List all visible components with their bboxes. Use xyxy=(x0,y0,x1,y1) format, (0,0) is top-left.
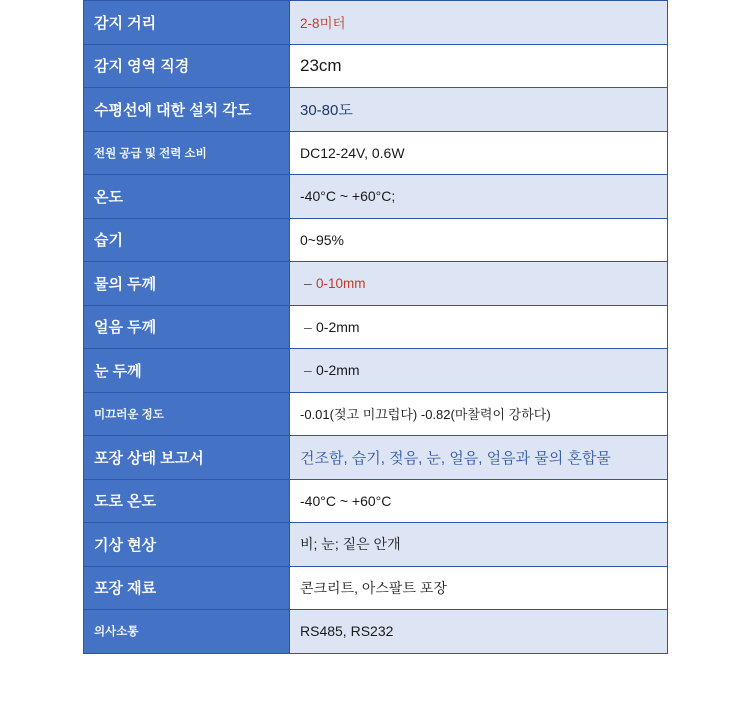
spec-value-text: 30-80도 xyxy=(300,101,353,119)
spec-label-cell: 물의 두께 xyxy=(84,262,290,306)
spec-value-cell xyxy=(290,566,668,610)
dash-glyph: – xyxy=(304,318,312,335)
spec-value-cell xyxy=(290,479,668,523)
dash-marker xyxy=(304,275,366,291)
table-row xyxy=(84,610,668,654)
table-row xyxy=(84,566,668,610)
spec-value-cell xyxy=(290,88,668,132)
spec-value-cell xyxy=(290,392,668,436)
table-body xyxy=(84,1,668,654)
table-row xyxy=(84,262,668,306)
table-row xyxy=(84,44,668,88)
spec-label-cell: 의사소통 xyxy=(84,610,290,654)
table-row xyxy=(84,479,668,523)
spec-label-cell: 기상 현상 xyxy=(84,523,290,567)
spec-value-text: 건조함, 습기, 젖음, 눈, 얼음, 얼음과 물의 혼합물 xyxy=(300,449,611,467)
dash-marker xyxy=(304,319,360,335)
spec-label-cell: 전원 공급 및 전력 소비 xyxy=(84,131,290,175)
dash-glyph: – xyxy=(304,362,312,379)
table-row xyxy=(84,1,668,45)
spec-label-cell: 수평선에 대한 설치 각도 xyxy=(84,88,290,132)
spec-value-cell xyxy=(290,131,668,175)
table-row xyxy=(84,88,668,132)
dash-glyph: – xyxy=(304,275,312,292)
spec-value-cell xyxy=(290,218,668,262)
spec-value-text: 비; 눈; 짙은 안개 xyxy=(300,536,401,553)
dash-marker xyxy=(304,362,360,378)
spec-value-cell xyxy=(290,610,668,654)
spec-value-text: 콘크리트, 아스팔트 포장 xyxy=(300,579,447,596)
spec-value-text: 0-10mm xyxy=(316,276,366,292)
spec-label-cell: 포장 상태 보고서 xyxy=(84,436,290,480)
spec-label-cell: 감지 영역 직경 xyxy=(84,44,290,88)
spec-value-cell xyxy=(290,436,668,480)
spec-label-cell: 얼음 두께 xyxy=(84,305,290,349)
spec-value-text: RS485, RS232 xyxy=(300,623,394,640)
table-row xyxy=(84,436,668,480)
spec-label-cell: 도로 온도 xyxy=(84,479,290,523)
table-row xyxy=(84,349,668,393)
spec-label-cell: 눈 두께 xyxy=(84,349,290,393)
spec-value-cell xyxy=(290,349,668,393)
table-row xyxy=(84,175,668,219)
spec-value-text: 0-2mm xyxy=(316,362,360,379)
spec-value-text: 23cm xyxy=(300,55,342,75)
spec-value-cell xyxy=(290,175,668,219)
spec-label-cell: 습기 xyxy=(84,218,290,262)
spec-value-cell xyxy=(290,305,668,349)
specifications-table xyxy=(83,0,668,654)
spec-label-cell: 온도 xyxy=(84,175,290,219)
spec-value-cell xyxy=(290,523,668,567)
spec-value-cell xyxy=(290,262,668,306)
table-row xyxy=(84,131,668,175)
spec-value-text: 2-8미터 xyxy=(300,16,346,32)
table-row xyxy=(84,392,668,436)
table-row xyxy=(84,218,668,262)
spec-label-cell: 포장 재료 xyxy=(84,566,290,610)
spec-label-cell: 감지 거리 xyxy=(84,1,290,45)
spec-value-text: -0.01(젖고 미끄럽다) -0.82(마찰력이 강하다) xyxy=(300,407,551,423)
table-row xyxy=(84,305,668,349)
spec-value-text: 0~95% xyxy=(300,231,344,248)
spec-value-text: -40°C ~ +60°C; xyxy=(300,188,396,205)
spec-value-text: -40°C ~ +60°C xyxy=(300,492,392,509)
spec-value-cell xyxy=(290,44,668,88)
spec-value-text: 0-2mm xyxy=(316,318,360,335)
spec-value-cell xyxy=(290,1,668,45)
table-row xyxy=(84,523,668,567)
spec-value-text: DC12-24V, 0.6W xyxy=(300,144,405,161)
spec-label-cell: 미끄러운 정도 xyxy=(84,392,290,436)
